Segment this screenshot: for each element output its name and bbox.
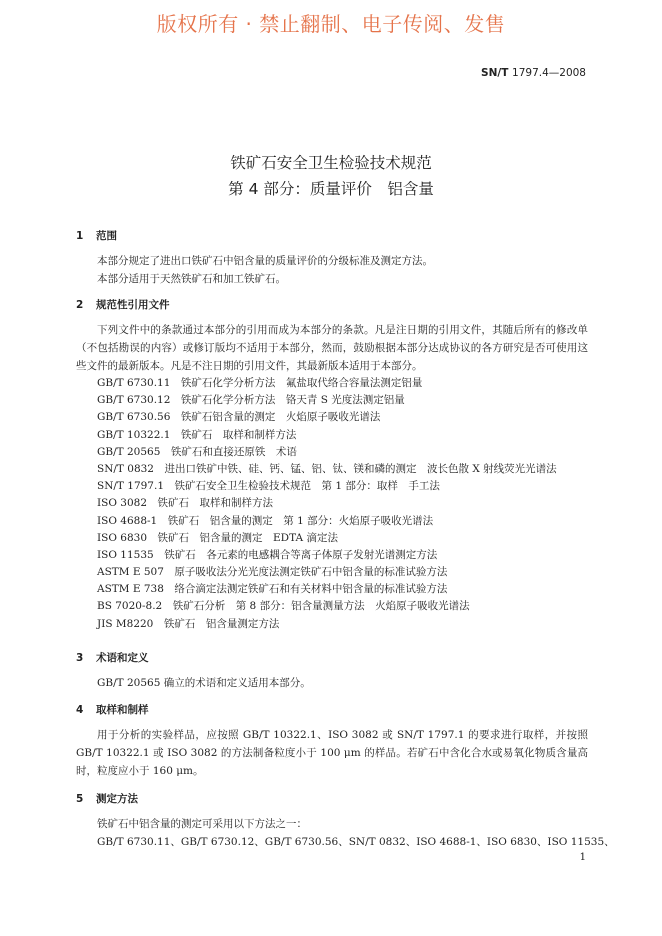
reference-item: BS 7020-8.2 铁矿石分析 第 8 部分：铝含量测量方法 火焰原子吸收光谱法 <box>97 600 470 613</box>
reference-item: GB/T 6730.56 铁矿石铝含量的测定 火焰原子吸收光谱法 <box>97 411 381 424</box>
reference-item: ISO 4688-1 铁矿石 铝含量的测定 第 1 部分：火焰原子吸收光谱法 <box>97 514 434 527</box>
terms-text <box>76 674 588 692</box>
paragraph: GB/T 20565 确立的术语和定义适用本部分。 <box>97 677 311 689</box>
reference-item: SN/T 0832 进出口铁矿中铁、硅、钙、锰、铝、钛、镁和磷的测定 波长色散 X 射线荧光光谱法 <box>97 462 557 475</box>
scope-text <box>76 252 588 288</box>
paragraph: 铁矿石中铝含量的测定可采用以下方法之一： <box>97 818 307 830</box>
paragraph: 用于分析的实验样品，应按照 GB/T 10322.1、ISO 3082 或 SN/T 1797.1 的要求进行取样，并按照 GB/T 10322.1 或 ISO 3082 的方法制备粒度小于 100 μm 的样品。若矿石中含化合水或易氧化物质含量高时，粒度应小于 160 μm。 <box>76 729 588 777</box>
section-number: 1 <box>76 230 84 242</box>
section-title: 测定方法 <box>96 793 138 805</box>
section-heading-terms <box>76 650 149 665</box>
sampling-text <box>76 726 588 780</box>
reference-item: GB/T 6730.11 铁矿石化学分析方法 氟盐取代络合容量法测定铝量 <box>97 377 423 389</box>
reference-item: GB/T 10322.1 铁矿石 取样和制样方法 <box>97 428 297 441</box>
reference-item: SN/T 1797.1 铁矿石安全卫生检验技术规范 第 1 部分：取样 手工法 <box>97 480 440 493</box>
standard-number-value: 1797.4—2008 <box>512 67 586 79</box>
section-heading-normative-references <box>76 297 170 312</box>
paragraph: GB/T 6730.11、GB/T 6730.12、GB/T 6730.56、SN/T 0832、ISO 4688-1、ISO 6830、ISO 11535、 <box>97 836 615 848</box>
document-subtitle: 第 4 部分：质量评价 铝含量 <box>228 180 434 198</box>
section-number: 5 <box>76 793 84 805</box>
reference-item: GB/T 6730.12 铁矿石化学分析方法 铬天青 S 光度法测定铝量 <box>97 394 405 407</box>
normative-intro <box>76 321 588 375</box>
standard-prefix: SN/T <box>481 67 509 79</box>
reference-item: GB/T 20565 铁矿石和直接还原铁 术语 <box>97 445 297 458</box>
section-heading-sampling <box>76 702 149 717</box>
section-number: 2 <box>76 299 84 311</box>
reference-list <box>97 375 557 633</box>
paragraph: 本部分适用于天然铁矿石和加工铁矿石。 <box>97 273 286 285</box>
section-heading-methods <box>76 791 138 806</box>
section-title: 取样和制样 <box>96 704 149 716</box>
section-title: 规范性引用文件 <box>96 299 170 311</box>
section-title: 术语和定义 <box>96 652 149 664</box>
paragraph: 下列文件中的条款通过本部分的引用而成为本部分的条款。凡是注日期的引用文件，其随后所有的修改单（不包括勘误的内容）或修订版均不适用于本部分，然而，鼓励根据本部分达成协议的各方研究是否可使用这些文件的最新版本。凡是不注日期的引用文件，其最新版本适用于本部分。 <box>76 324 588 372</box>
paragraph: 本部分规定了进出口铁矿石中铝含量的质量评价的分级标准及测定方法。 <box>97 255 433 267</box>
methods-text <box>76 815 615 851</box>
page-number: 1 <box>579 852 586 863</box>
reference-item: ISO 11535 铁矿石 各元素的电感耦合等离子体原子发射光谱测定方法 <box>97 548 438 561</box>
document-title: 铁矿石安全卫生检验技术规范 <box>230 154 432 172</box>
reference-item: ISO 3082 铁矿石 取样和制样方法 <box>97 497 274 510</box>
reference-item: ISO 6830 铁矿石 铝含量的测定 EDTA 滴定法 <box>97 531 338 544</box>
section-number: 4 <box>76 704 84 716</box>
section-number: 3 <box>76 652 84 664</box>
section-heading-scope <box>76 228 117 243</box>
watermark-banner: 版权所有 · 禁止翻制、电子传阅、发售 <box>156 12 506 36</box>
standard-number <box>481 67 586 79</box>
reference-item: ASTM E 738 络合滴定法测定铁矿石和有关材料中铝含量的标准试验方法 <box>97 583 448 596</box>
section-title: 范围 <box>96 230 117 242</box>
reference-item: ASTM E 507 原子吸收法分光光度法测定铁矿石中铝含量的标准试验方法 <box>97 566 448 579</box>
reference-item: JIS M8220 铁矿石 铝含量测定方法 <box>97 617 280 630</box>
